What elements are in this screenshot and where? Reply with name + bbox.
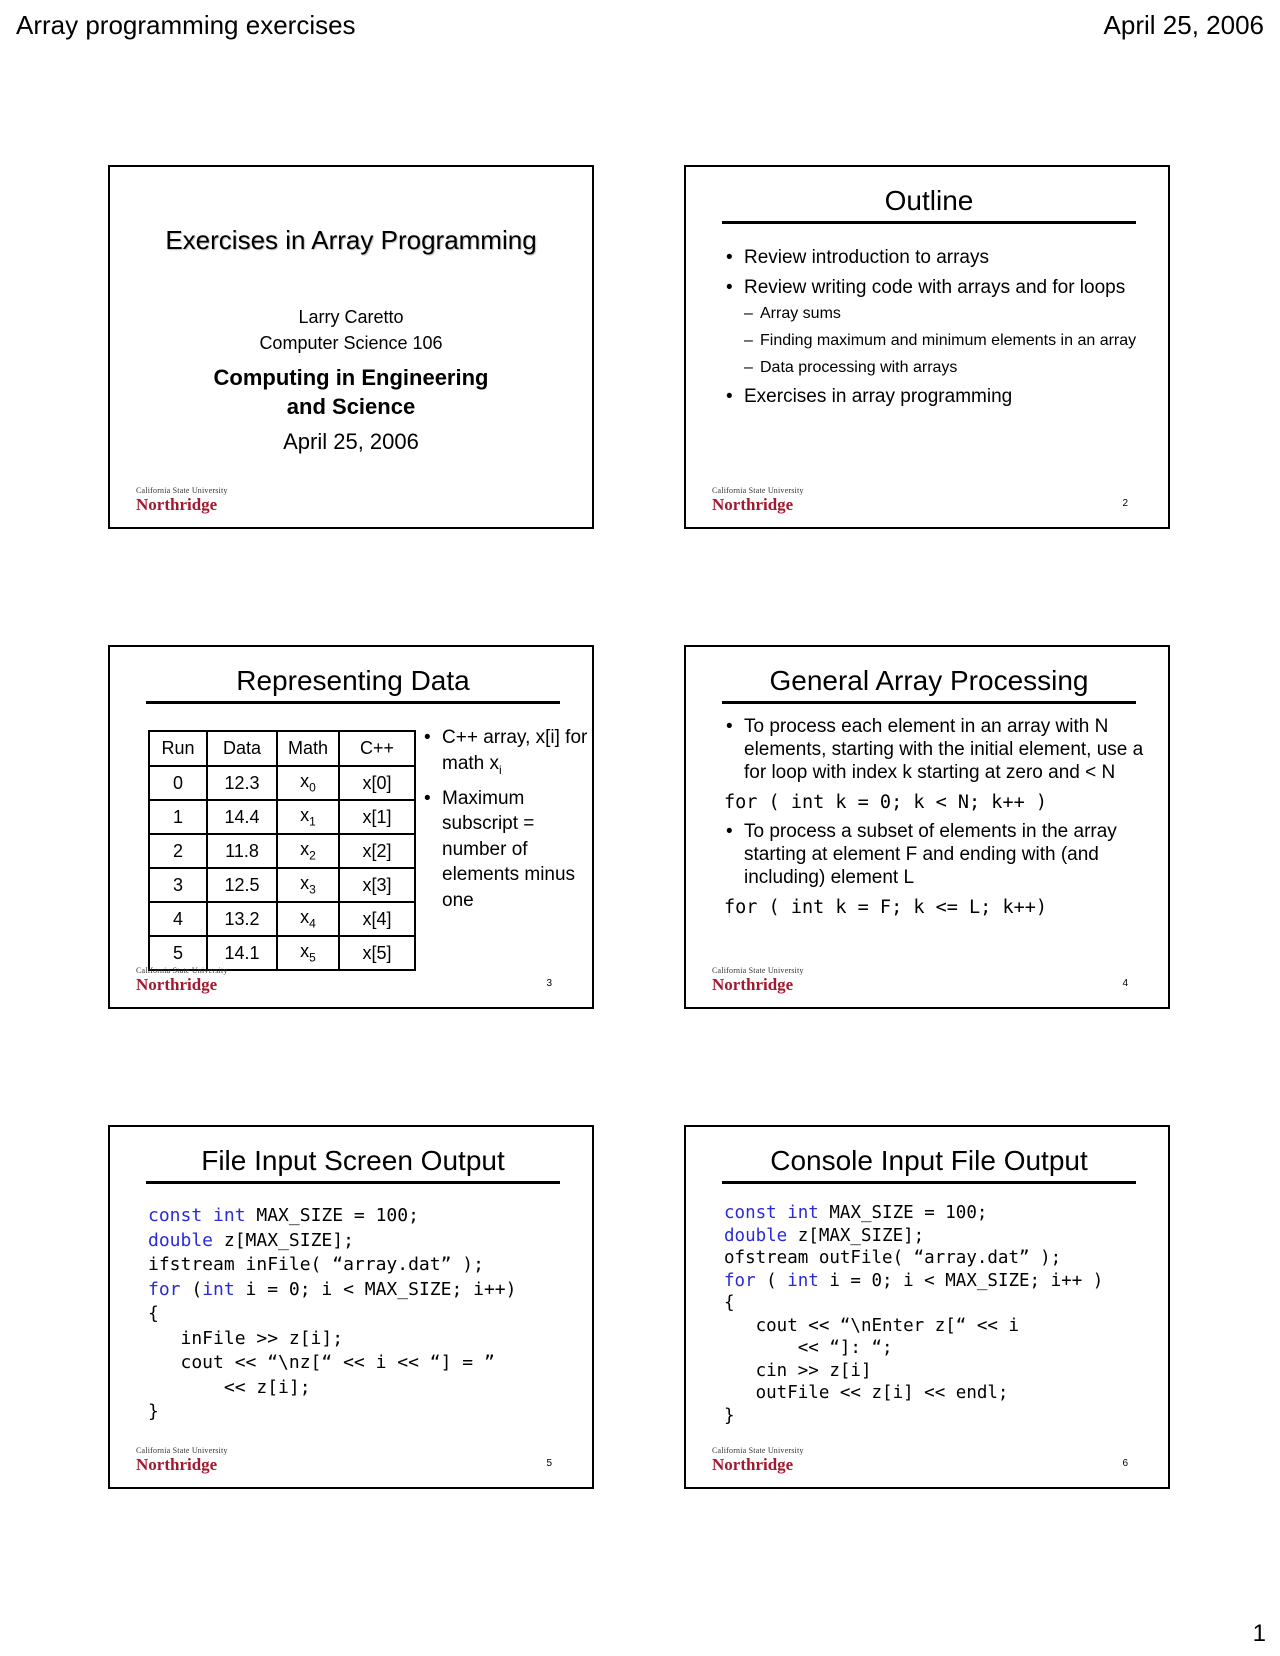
code-line: cout << “\nz[“ << i << “] = ” (148, 1352, 495, 1373)
slide-title: File Input Screen Output (146, 1145, 560, 1184)
sub-list-item: – Array sums (744, 303, 1144, 324)
slide-2-outline (684, 165, 1170, 529)
code-line: const int MAX_SIZE = 100; (724, 1203, 988, 1223)
code-line: const int MAX_SIZE = 100; (148, 1205, 419, 1226)
column-header: Run (149, 731, 207, 766)
code-line: outFile << z[i] << endl; (724, 1383, 1009, 1403)
cell-math: $x_5$ (277, 936, 339, 970)
table-row (149, 800, 415, 834)
cell-math: $x_3$ (277, 868, 339, 902)
slide-number: 2 (1122, 498, 1128, 509)
logo-university: California State University (136, 1446, 228, 1455)
slide-title: Representing Data (146, 665, 560, 704)
document-header-date: April 25, 2006 (1103, 10, 1264, 40)
list-item: • Review writing code with arrays and for loops – Array sums – Finding maximum and minimum elements in an array – Data processing with arrays (724, 275, 1144, 378)
code-line: inFile >> z[i]; (148, 1327, 344, 1349)
document-header-title: Array programming exercises (16, 10, 356, 40)
course-subtitle-line2: and Science (286, 394, 416, 419)
author-name: Larry Caretto (298, 307, 404, 327)
notes-list (422, 725, 590, 916)
cell-data: 13.2 (207, 902, 277, 936)
slide-body (724, 715, 1144, 925)
logo-university: California State University (712, 486, 804, 495)
cell-cpp: x[1] (339, 800, 415, 834)
code-line: for ( int k = F; k <= L; k++) (724, 897, 1048, 918)
presentation-date: April 25, 2006 (283, 429, 419, 454)
cell-math: $x_1$ (277, 800, 339, 834)
list-item: • To process a subset of elements in the array starting at element F and ending with (and including) element L (724, 820, 1144, 889)
cell-math: $x_4$ (277, 902, 339, 936)
cell-run: 0 (149, 766, 207, 800)
table-row (149, 936, 415, 970)
logo-campus: Northridge (136, 495, 218, 514)
cell-cpp: x[0] (339, 766, 415, 800)
cell-cpp: x[2] (339, 834, 415, 868)
code-block (724, 1202, 1103, 1427)
table-header-row (149, 731, 415, 766)
logo-campus: Northridge (136, 1455, 218, 1474)
sub-list-item: – Finding maximum and minimum elements in an array (744, 330, 1144, 351)
list-item: • Review introduction to arrays (724, 245, 1144, 270)
table-row (149, 902, 415, 936)
logo-university: California State University (712, 1446, 804, 1455)
slide-number: 5 (546, 1458, 552, 1469)
slide-1-title (108, 165, 594, 529)
code-line: double z[MAX_SIZE]; (724, 1225, 925, 1246)
slide-4-general-array-processing (684, 645, 1170, 1009)
table-row (149, 868, 415, 902)
slide-3-representing-data (108, 645, 594, 1009)
data-table (148, 730, 416, 971)
cell-data: 14.1 (207, 936, 277, 970)
code-line: } (724, 1405, 735, 1426)
code-line: cin >> z[i] (724, 1360, 872, 1381)
sub-list (744, 303, 1144, 378)
code-line: cout << “\nEnter z[“ << i (724, 1315, 1020, 1336)
logo-campus: Northridge (136, 975, 218, 994)
code-line: for ( int k = 0; k < N; k++ ) (724, 792, 1048, 813)
slide-number: 3 (546, 978, 552, 989)
cell-cpp: x[3] (339, 868, 415, 902)
outline-list (724, 245, 1144, 414)
logo-campus: Northridge (712, 495, 794, 514)
csun-logo (712, 967, 804, 993)
page-number: 1 (1252, 1620, 1266, 1647)
cell-data: 14.4 (207, 800, 277, 834)
slide-6-console-input-file-output (684, 1125, 1170, 1489)
column-header: C++ (339, 731, 415, 766)
slide-number: 6 (1122, 1458, 1128, 1469)
presentation-title: Exercises in Array Programming (165, 225, 537, 255)
code-line: ifstream inFile( “array.dat” ); (148, 1254, 484, 1275)
slide-5-file-input-screen-output (108, 1125, 594, 1489)
logo-university: California State University (136, 966, 228, 975)
code-line: { (148, 1303, 159, 1324)
logo-campus: Northridge (712, 975, 794, 994)
cell-data: 11.8 (207, 834, 277, 868)
list-item: • Maximum subscript = number of elements minus one (422, 786, 590, 914)
code-line: } (148, 1401, 159, 1422)
cell-math: $x_0$ (277, 766, 339, 800)
logo-university: California State University (136, 486, 228, 495)
cell-run: 3 (149, 868, 207, 902)
table-row (149, 766, 415, 800)
logo-university: California State University (712, 966, 804, 975)
code-line: { (724, 1293, 735, 1313)
code-line: << “]: “; (724, 1338, 893, 1358)
slide-title: Outline (722, 185, 1136, 224)
column-header: Data (207, 731, 277, 766)
code-line: << z[i]; (148, 1376, 311, 1398)
code-line: for (int i = 0; i < MAX_SIZE; i++) (148, 1278, 517, 1300)
table-row (149, 834, 415, 868)
course-subtitle-line1: Computing in Engineering (213, 365, 489, 390)
cell-run: 5 (149, 936, 207, 970)
sub-list-item: – Data processing with arrays (744, 357, 1144, 378)
slide-number: 4 (1122, 978, 1128, 989)
cell-data: 12.5 (207, 868, 277, 902)
csun-logo (712, 487, 804, 513)
csun-logo (136, 967, 228, 993)
code-line: for ( int i = 0; i < MAX_SIZE; i++ ) (724, 1270, 1104, 1291)
cell-run: 2 (149, 834, 207, 868)
cell-math: $x_2$ (277, 834, 339, 868)
cell-data: 12.3 (207, 766, 277, 800)
column-header: Math (277, 731, 339, 766)
code-line: ofstream outFile( “array.dat” ); (724, 1248, 1062, 1268)
list-item: • Exercises in array programming (724, 384, 1144, 409)
code-block (148, 1204, 516, 1425)
cell-cpp: x[4] (339, 902, 415, 936)
slide-title: General Array Processing (722, 665, 1136, 704)
list-item: • To process each element in an array with N elements, starting with the initial element, use a for loop with index k starting at zero and < N (724, 715, 1144, 784)
csun-logo (136, 1447, 228, 1473)
cell-run: 1 (149, 800, 207, 834)
csun-logo (712, 1447, 804, 1473)
list-item: • C++ array, x[i] for math $x_i$ (422, 725, 590, 783)
course-name: Computer Science 106 (259, 333, 443, 353)
cell-run: 4 (149, 902, 207, 936)
slide-title: Console Input File Output (722, 1145, 1136, 1184)
cell-cpp: x[5] (339, 936, 415, 970)
logo-campus: Northridge (712, 1455, 794, 1474)
csun-logo (136, 487, 228, 513)
course-subtitle (110, 363, 592, 421)
code-line: double z[MAX_SIZE]; (148, 1229, 354, 1251)
